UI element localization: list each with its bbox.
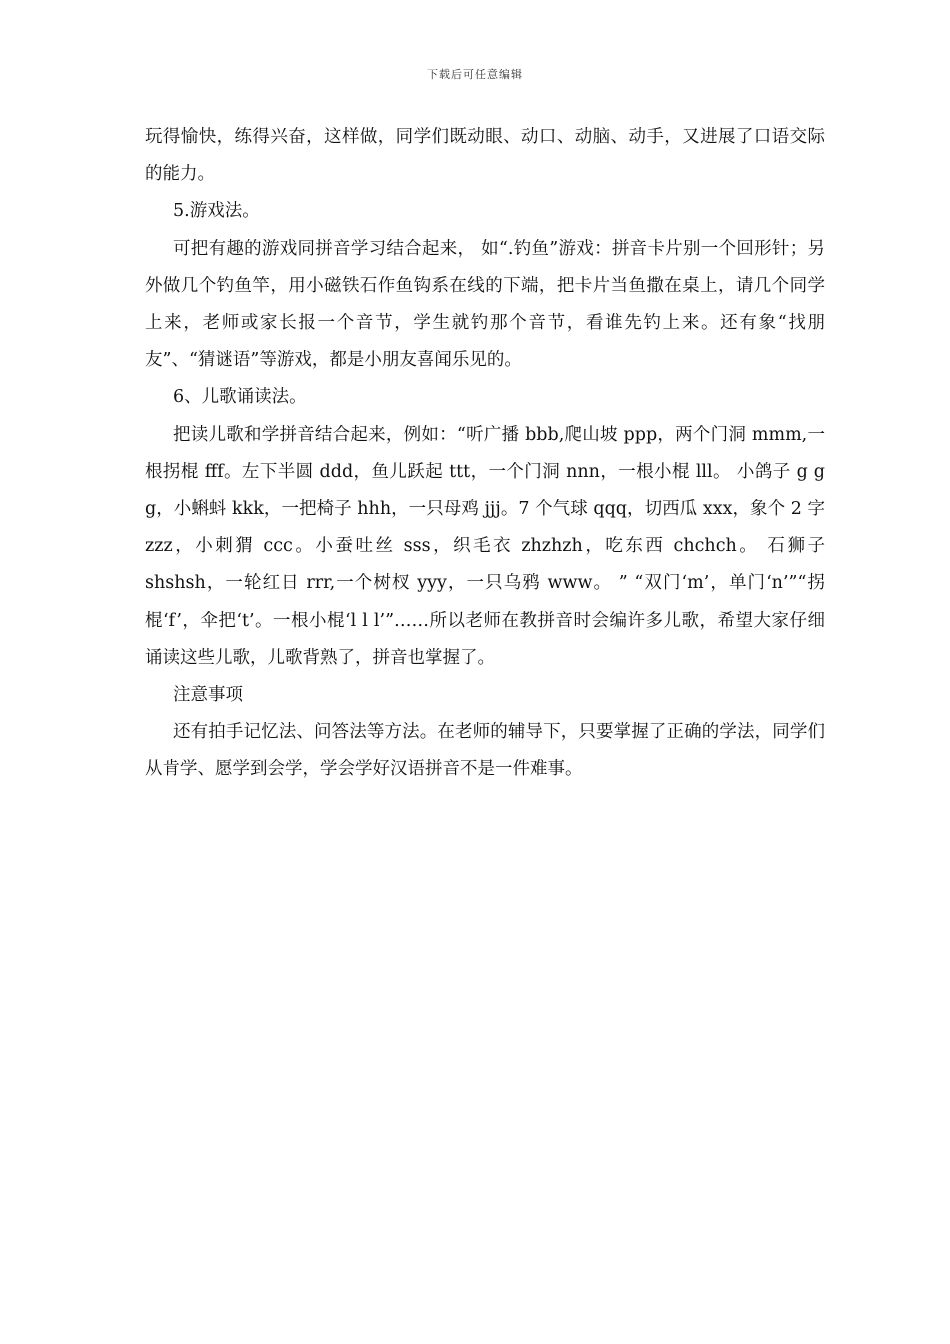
document-body <box>145 119 825 789</box>
heading-notes: 注意事项 <box>173 685 243 706</box>
paragraph-continuation: 玩得愉快，练得兴奋，这样做，同学们既动眼、动口、动脑、动手，又进展了口语交际的能力。 <box>145 127 825 185</box>
page-header: 下载后可任意编辑 <box>427 68 523 81</box>
heading-nursery-rhyme-method: 6、儿歌诵读法。 <box>173 387 307 408</box>
paragraph-nursery-rhyme-method: 把读儿歌和学拼音结合起来，例如：“听广播 bbb,爬山坡 ppp，两个门洞 mmm,一根拐棍 fff。左下半圆 ddd，鱼儿跃起 ttt，一个门洞 nnn，一根小棍 lll。 小鸽子 g g g，小蝌蚪 kkk，一把椅子 hhh，一只母鸡 jjj。7 个气球 qqq，切西瓜 xxx，象个 2 字 zzz，小刺猬 ccc。小蚕吐丝 sss，织毛衣 zhzhzh，吃东西 chchch。 石狮子 shshsh，一轮红日 rrr,一个树杈 yyy，一只乌鸦 www。 ” “双门‘m’，单门‘n’”“拐棍‘f’，伞把‘t’。一根小棍‘l l l’”……所以老师在教拼音时会编许多儿歌，希望大家仔细诵读这些儿歌，儿歌背熟了，拼音也掌握了。 <box>145 424 825 668</box>
paragraph-notes: 还有拍手记忆法、问答法等方法。在老师的辅导下，只要掌握了正确的学法，同学们从肯学、愿学到会学，学会学好汉语拼音不是一件难事。 <box>145 722 825 780</box>
paragraph-game-method: 可把有趣的游戏同拼音学习结合起来， 如“.钓鱼”游戏：拼音卡片别一个回形针；另外做几个钓鱼竿，用小磁铁石作鱼钩系在线的下端，把卡片当鱼撒在桌上，请几个同学上来，老师或家长报一个音节，学生就钓那个音节，看谁先钓上来。还有象“找朋友”、“猜谜语”等游戏，都是小朋友喜闻乐见的。 <box>145 238 825 371</box>
heading-game-method: 5.游戏法。 <box>173 201 260 222</box>
